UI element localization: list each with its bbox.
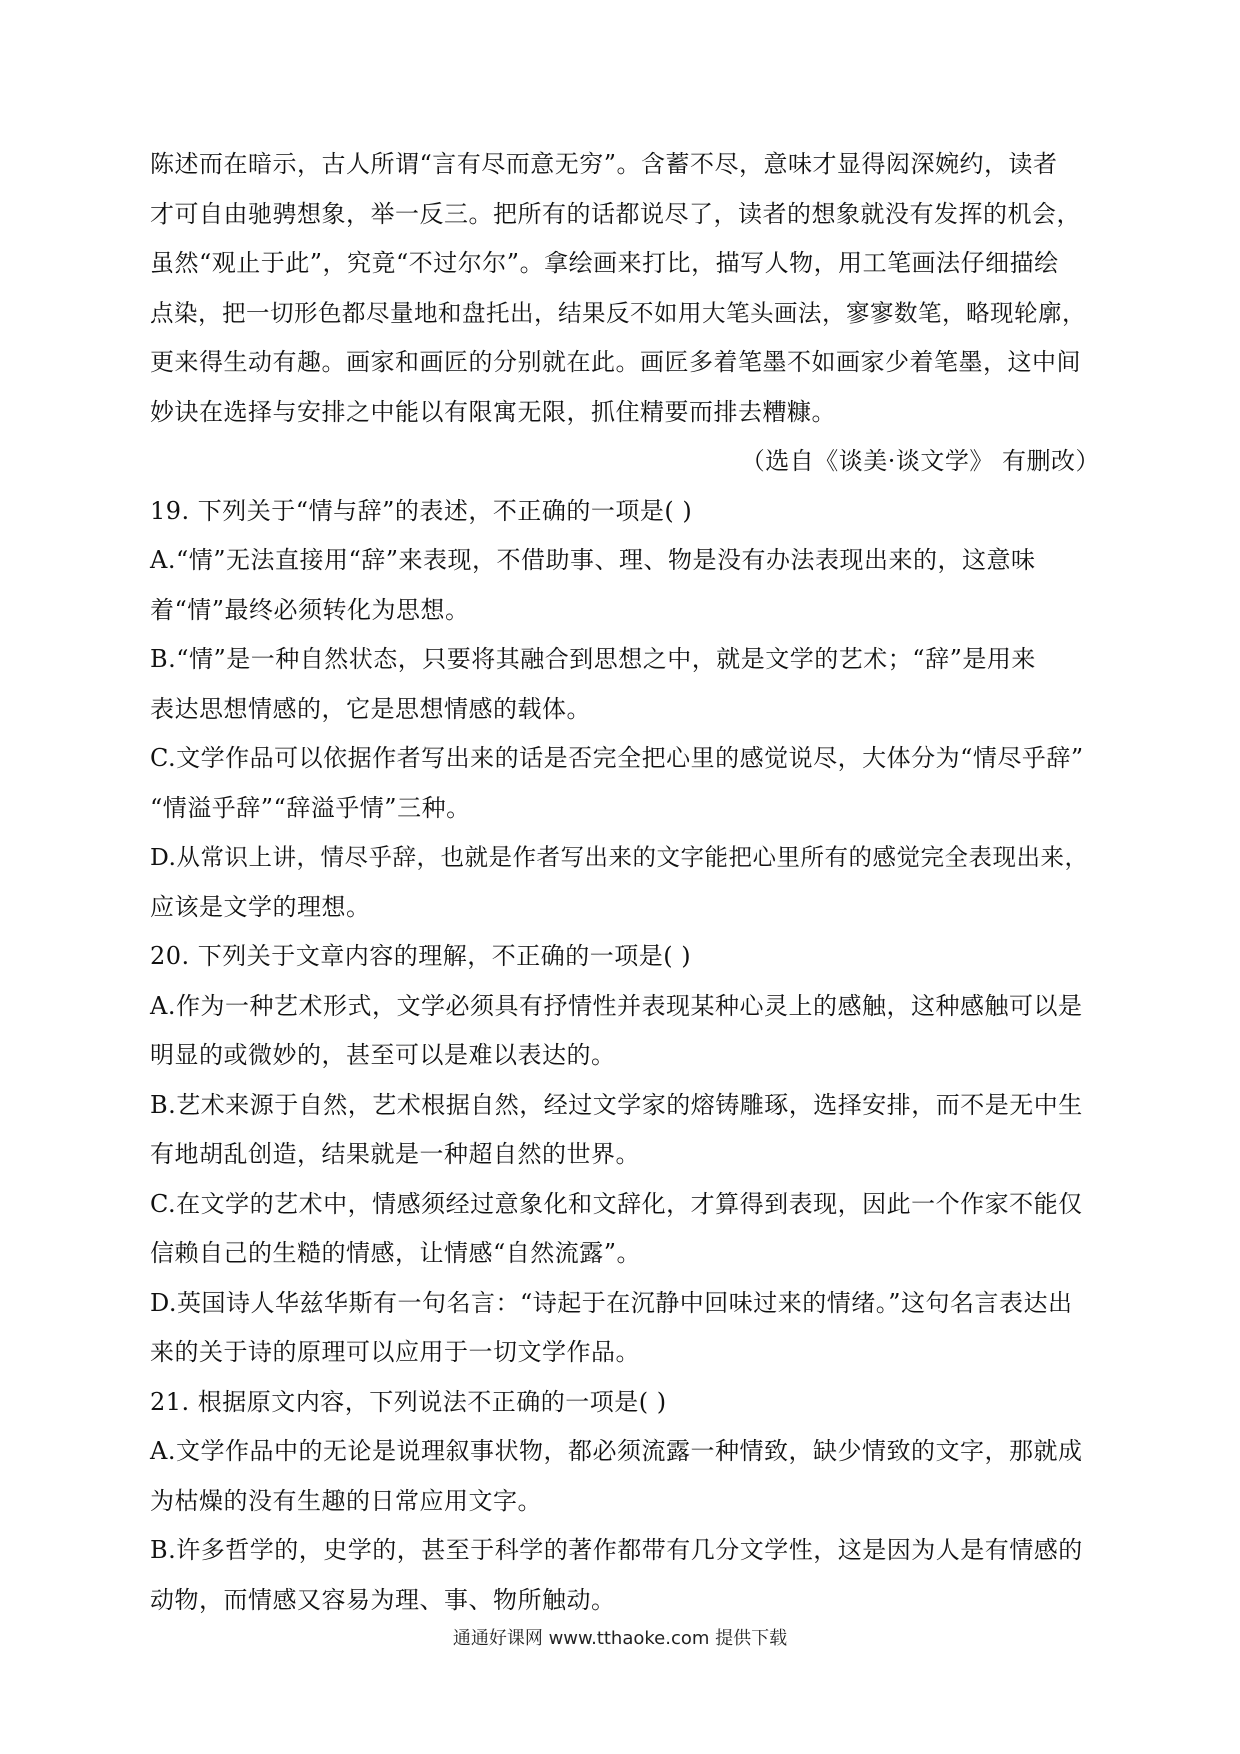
question-19-option-line: B.“情”是一种自然状态，只要将其融合到思想之中，就是文学的艺术；“辞”是用来 bbox=[150, 645, 1036, 673]
question-20-option-line: A.作为一种艺术形式，文学必须具有抒情性并表现某种心灵上的感触，这种感触可以是 bbox=[150, 991, 1083, 1020]
document-body bbox=[150, 140, 1100, 1625]
question-19-option-line: 着“情”最终必须转化为思想。 bbox=[150, 595, 470, 624]
question-19-option-line: 应该是文学的理想。 bbox=[150, 892, 371, 921]
passage-line: 陈述而在暗示，古人所谓“言有尽而意无穷”。含蓄不尽，意味才显得闳深婉约，读者 bbox=[150, 150, 1058, 178]
passage-line: 才可自由驰骋想象，举一反三。把所有的话都说尽了，读者的想象就没有发挥的机会， bbox=[150, 199, 1081, 228]
question-19-stem: 19. 下列关于“情与辞”的表述，不正确的一项是( ) bbox=[150, 496, 693, 525]
passage-line: 妙诀在选择与安排之中能以有限寓无限，抓住精要而排去糟糠。 bbox=[150, 397, 836, 426]
question-20-stem: 20. 下列关于文章内容的理解，不正确的一项是( ) bbox=[150, 942, 692, 970]
passage-line: 更来得生动有趣。画家和画匠的分别就在此。画匠多着笔墨不如画家少着笔墨，这中间 bbox=[150, 348, 1081, 376]
passage-line: 虽然“观止于此”，究竟“不过尔尔”。拿绘画来打比，描写人物，用工笔画法仔细描绘 bbox=[150, 249, 1059, 277]
question-19-option-line: C.文学作品可以依据作者写出来的话是否完全把心里的感觉说尽，大体分为“情尽乎辞” bbox=[150, 744, 1084, 772]
question-20-option-line: D.英国诗人华兹华斯有一句名言：“诗起于在沉静中回味过来的情绪。”这句名言表达出 bbox=[150, 1288, 1073, 1317]
question-21-option-line: 动物，而情感又容易为理、事、物所触动。 bbox=[150, 1585, 616, 1614]
question-20-option-line: B.艺术来源于自然，艺术根据自然，经过文学家的熔铸雕琢，选择安排，而不是无中生 bbox=[150, 1090, 1083, 1119]
page-footer: 通通好课网 www.tthaoke.com 提供下载 bbox=[452, 1628, 788, 1649]
question-20-option-line: 有地胡乱创造，结果就是一种超自然的世界。 bbox=[150, 1140, 640, 1168]
question-21-option-line: 为枯燥的没有生趣的日常应用文字。 bbox=[150, 1486, 542, 1515]
question-21-option-line: A.文学作品中的无论是说理叙事状物，都必须流露一种情致，缺少情致的文字，那就成 bbox=[150, 1437, 1083, 1465]
passage-line: 点染，把一切形色都尽量地和盘托出，结果反不如用大笔头画法，寥寥数笔，略现轮廓， bbox=[150, 298, 1086, 327]
question-20-option-line: C.在文学的艺术中，情感须经过意象化和文辞化，才算得到表现，因此一个作家不能仅 bbox=[150, 1189, 1083, 1218]
question-19-option-line: 表达思想情感的，它是思想情感的载体。 bbox=[150, 694, 591, 723]
question-21-option-line: B.许多哲学的，史学的，甚至于科学的著作都带有几分文学性，这是因为人是有情感的 bbox=[150, 1536, 1083, 1564]
question-19-option-line: “情溢乎辞”“辞溢乎情”三种。 bbox=[150, 793, 471, 822]
question-20-option-line: 信赖自己的生糙的情感，让情感“自然流露”。 bbox=[150, 1239, 642, 1267]
question-20-option-line: 来的关于诗的原理可以应用于一切文学作品。 bbox=[150, 1338, 640, 1366]
question-19-option-line: D.从常识上讲，情尽乎辞，也就是作者写出来的文字能把心里所有的感觉完全表现出来， bbox=[150, 843, 1089, 871]
source-citation: （选自《谈美·谈文学》 有删改） bbox=[740, 447, 1100, 475]
question-19-option-line: A.“情”无法直接用“辞”来表现，不借助事、理、物是没有办法表现出来的，这意味 bbox=[150, 546, 1036, 574]
question-21-stem: 21. 根据原文内容，下列说法不正确的一项是( ) bbox=[150, 1387, 667, 1416]
question-20-option-line: 明显的或微妙的，甚至可以是难以表达的。 bbox=[150, 1041, 616, 1069]
